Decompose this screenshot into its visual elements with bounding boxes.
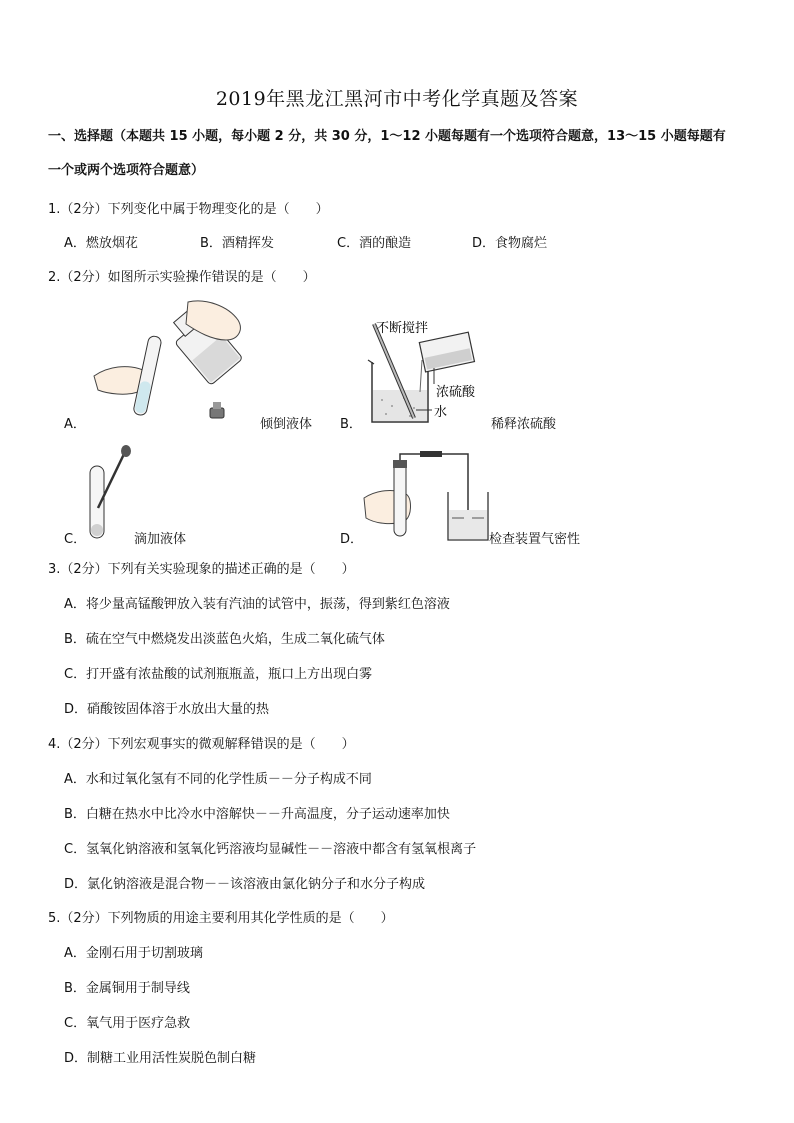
question-1-option-a: A．燃放烟花 [64, 236, 138, 251]
dropping-liquid-illustration [84, 444, 134, 544]
question-5-option-a: A．金刚石用于切割玻璃 [64, 946, 203, 961]
sulfuric-acid-label: 浓硫酸 [436, 385, 476, 400]
question-5-option-d: D．制糖工业用活性炭脱色制白糖 [64, 1051, 257, 1066]
question-1-option-b: B．酒精挥发 [200, 236, 274, 251]
question-3-option-d: D．硝酸铵固体溶于水放出大量的热 [64, 702, 270, 717]
question-5-stem: 5.（2分）下列物质的用途主要利用其化学性质的是（ ） [48, 911, 394, 926]
airtightness-check-illustration [360, 448, 490, 544]
question-5-option-b: B．金属铜用于制导线 [64, 981, 190, 996]
question-3-option-a: A．将少量高锰酸钾放入装有汽油的试管中，振荡，得到紫红色溶液 [64, 597, 450, 612]
pouring-liquid-illustration [88, 296, 248, 426]
figure-d-caption: 检查装置气密性 [489, 532, 581, 547]
question-3-option-b: B．硫在空气中燃烧发出淡蓝色火焰，生成二氧化硫气体 [64, 632, 385, 647]
figure-a-letter: A． [64, 417, 86, 432]
question-3-option-c: C．打开盛有浓盐酸的试剂瓶瓶盖，瓶口上方出现白雾 [64, 667, 373, 682]
page-title: 2019年黑龙江黑河市中考化学真题及答案 [215, 88, 579, 110]
question-4-stem: 4.（2分）下列宏观事实的微观解释错误的是（ ） [48, 737, 355, 752]
figure-c-caption: 滴加液体 [134, 532, 187, 547]
question-4-option-c: C．氢氧化钠溶液和氢氧化钙溶液均显碱性－－溶液中都含有氢氧根离子 [64, 842, 477, 857]
question-1-option-c: C．酒的酿造 [337, 236, 412, 251]
figure-a-caption: 倾倒液体 [260, 417, 313, 432]
question-5-option-c: C．氧气用于医疗急救 [64, 1016, 191, 1031]
dilute-sulfuric-acid-illustration [362, 312, 492, 432]
question-4-option-b: B．白糖在热水中比冷水中溶解快－－升高温度，分子运动速率加快 [64, 807, 450, 822]
question-1-option-d: D．食物腐烂 [472, 236, 548, 251]
section-heading [48, 122, 748, 186]
question-4-option-d: D．氯化钠溶液是混合物－－该溶液由氯化钠分子和水分子构成 [64, 877, 426, 892]
figure-d-letter: D． [340, 532, 364, 547]
figure-b-caption: 稀释浓硫酸 [491, 417, 557, 432]
water-label: 水 [434, 405, 448, 420]
figure-b-letter: B． [340, 417, 362, 432]
figure-c-letter: C． [64, 532, 87, 547]
question-4-option-a: A．水和过氧化氢有不同的化学性质－－分子构成不同 [64, 772, 372, 787]
stir-label: 不断搅拌 [376, 321, 429, 336]
question-2-stem: 2.（2分）如图所示实验操作错误的是（ ） [48, 270, 316, 285]
section-heading-line-1: 一、选择题（本题共 15 小题，每小题 2 分，共 30 分，1～12 小题每题有一个选项符合题意，13～15 小题每题有 [48, 129, 726, 144]
question-3-stem: 3.（2分）下列有关实验现象的描述正确的是（ ） [48, 562, 355, 577]
question-1-stem: 1.（2分）下列变化中属于物理变化的是（ ） [48, 202, 329, 217]
section-heading-line-2: 一个或两个选项符合题意） [48, 163, 205, 178]
